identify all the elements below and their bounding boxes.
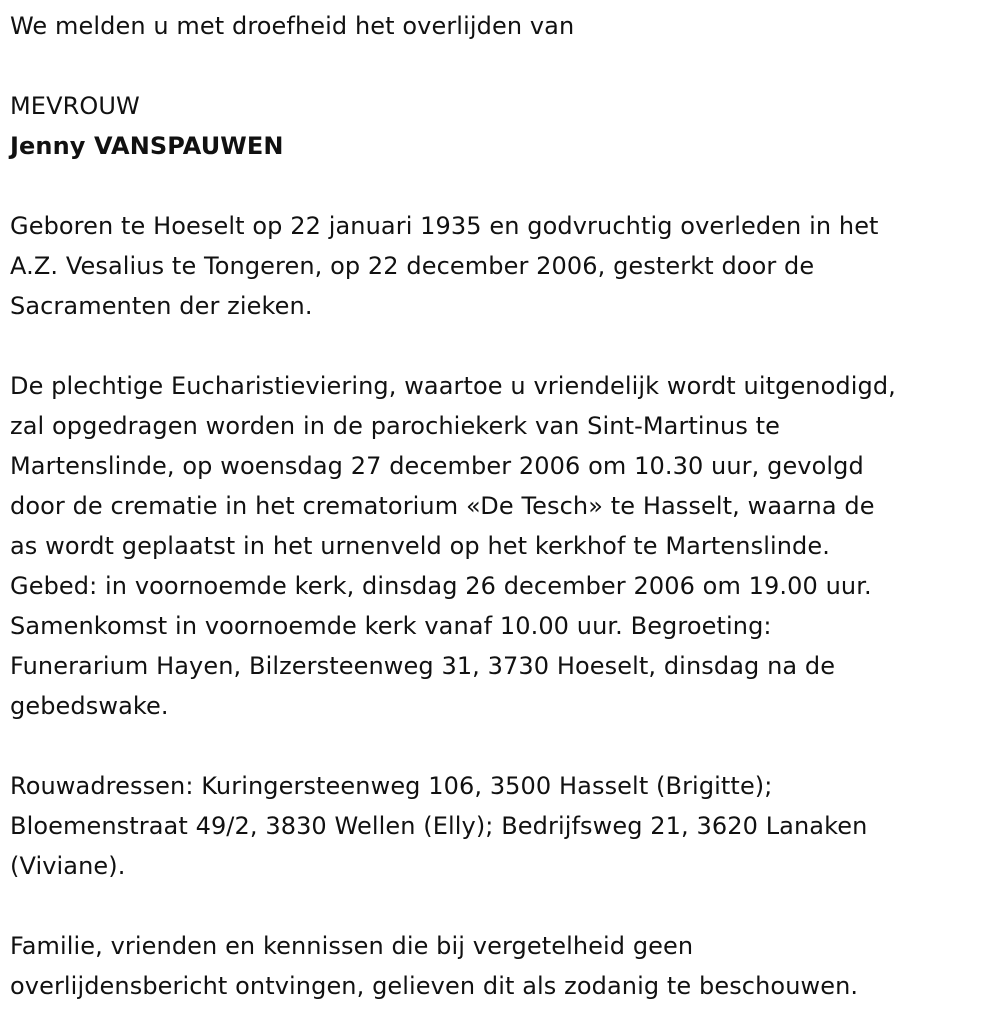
deceased-title: MEVROUW xyxy=(10,92,140,120)
paragraph-line: Bloemenstraat 49/2, 3830 Wellen (Elly); Bedrijfsweg 21, 3620 Lanaken xyxy=(10,812,868,840)
paragraph-line: Familie, vrienden en kennissen die bij vergetelheid geen xyxy=(10,932,694,960)
paragraph-line: (Viviane). xyxy=(10,852,126,880)
paragraph-line: Rouwadressen: Kuringersteenweg 106, 3500 Hasselt (Brigitte); xyxy=(10,772,773,800)
paragraph-line: door de crematie in het crematorium «De Tesch» te Hasselt, waarna de xyxy=(10,492,875,520)
ceremony-paragraph xyxy=(10,366,995,726)
birth-paragraph xyxy=(10,206,995,326)
closing-paragraph xyxy=(10,926,995,1006)
paragraph-line: Martenslinde, op woensdag 27 december 2006 om 10.30 uur, gevolgd xyxy=(10,452,864,480)
deceased-name: Jenny VANSPAUWEN xyxy=(10,132,284,160)
obituary-notice xyxy=(10,6,995,1006)
paragraph-line: overlijdensbericht ontvingen, gelieven dit als zodanig te beschouwen. xyxy=(10,972,859,1000)
paragraph-line: Sacramenten der zieken. xyxy=(10,292,313,320)
paragraph-line: gebedswake. xyxy=(10,692,169,720)
paragraph-line: Geboren te Hoeselt op 22 januari 1935 en godvruchtig overleden in het xyxy=(10,212,879,240)
paragraph-line: as wordt geplaatst in het urnenveld op het kerkhof te Martenslinde. xyxy=(10,532,830,560)
paragraph-line: De plechtige Eucharistieviering, waartoe u vriendelijk wordt uitgenodigd, xyxy=(10,372,896,400)
paragraph-line: A.Z. Vesalius te Tongeren, op 22 december 2006, gesterkt door de xyxy=(10,252,815,280)
paragraph-line: Samenkomst in voornoemde kerk vanaf 10.00 uur. Begroeting: xyxy=(10,612,772,640)
intro-text: We melden u met droefheid het overlijden van xyxy=(10,12,575,40)
addresses-paragraph xyxy=(10,766,995,886)
paragraph-line: Funerarium Hayen, Bilzersteenweg 31, 3730 Hoeselt, dinsdag na de xyxy=(10,652,836,680)
paragraph-line: Gebed: in voornoemde kerk, dinsdag 26 december 2006 om 19.00 uur. xyxy=(10,572,872,600)
paragraph-line: zal opgedragen worden in de parochiekerk van Sint-Martinus te xyxy=(10,412,781,440)
